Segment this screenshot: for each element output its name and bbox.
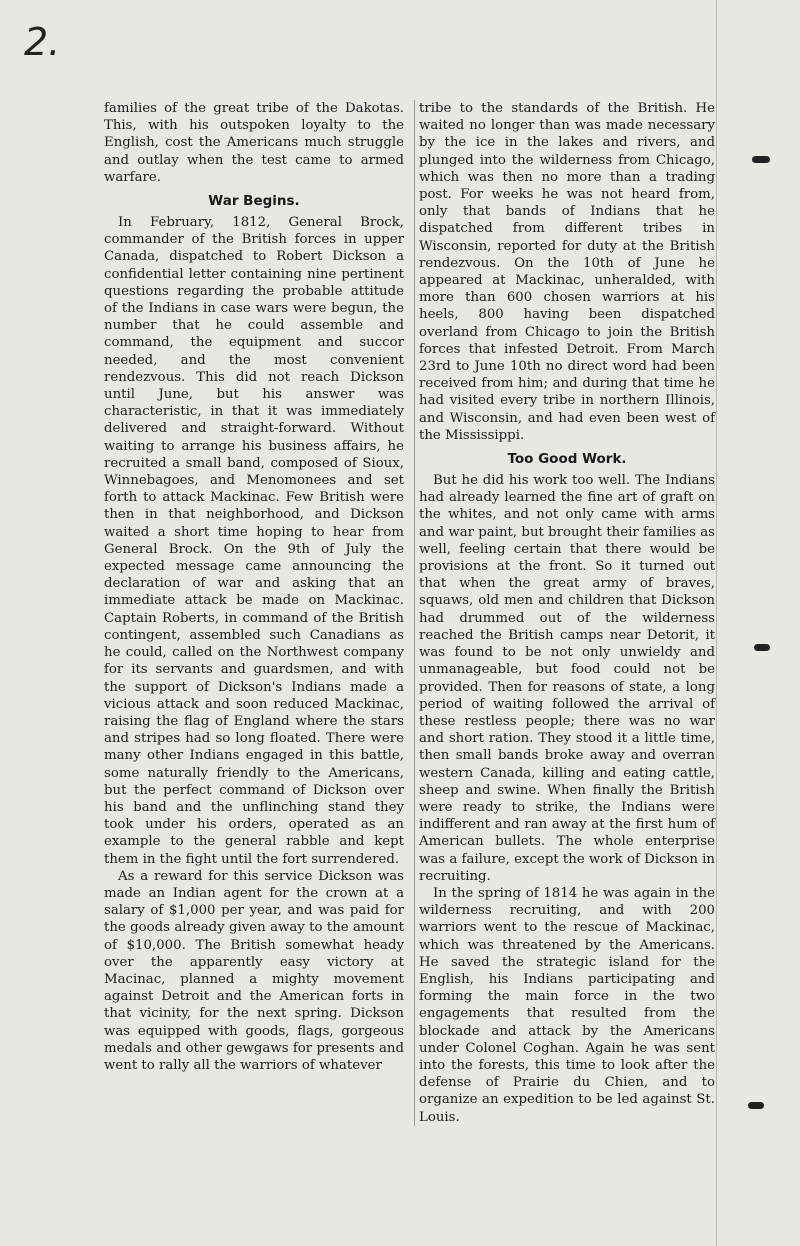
page-number: 2. — [24, 20, 61, 64]
paragraph: In the spring of 1814 he was again in the wilderness recruiting, and with 200 warriors went to the rescue of Mackinac, which was threatened by the Americans. He saved the strategic island for the English, his Indians participating and forming the main force in the two engagements that resulted from the blockade and attack by the Americans under Colonel Coghan. Again he was sent into the forests, this time to look after the defense of Prairie du Chien, and to organize an expedition to be led against St. Louis. — [419, 885, 715, 1125]
page-edge-line — [716, 0, 717, 1246]
punch-mark — [748, 1102, 764, 1109]
paragraph: families of the great tribe of the Dakotas. This, with his outspoken loyalty to the English, cost the Americans much struggle and outlay when the test came to armed warfare. — [104, 101, 404, 185]
punch-mark — [754, 644, 770, 651]
paragraph: But he did his work too well. The Indians had already learned the fine art of graft on the whites, and not only came with arms and war paint, but brought their families as well, feeling certain that there would be provisions at the front. So it turned out that when the great army of braves, squaws, old men and children that Dickson had drummed out of the wilderness reached the British camps near Detorit, it was found to be not only unwieldy and unmanageable, but food could not be provided. Then for reasons of state, a long period of waiting followed the arrival of these restless people; there was no war and short ration. They stood it a little time, then small bands broke away and overran western Canada, killing and eating cattle, sheep and swine. When finally the British were ready to strike, the Indians were indifferent and ran away at the first hum of American bullets. The whole enterprise was a failure, except the work of Dickson in recruiting. — [419, 473, 715, 884]
paragraph: tribe to the standards of the British. He waited no longer than was made necessary by the ice in the lakes and rivers, and plunged into the wilderness from Chicago, which was then no more than a trading post. For weeks he was not heard from, only that bands of Indians that he dispatched from different tribes in Wisconsin, reported for duty at the British rendezvous. On the 10th of June he appeared at Mackinac, unheralded, with more than 600 chosen warriors at his heels, 800 having been dispatched overland from Chicago to join the British forces that infested Detroit. From March 23rd to June 10th no direct word had been received from him; and during that time he had visited every tribe in northern Illinois, and Wisconsin, and had even been west of the Mississippi. — [419, 101, 715, 443]
article-column-right — [414, 100, 715, 1126]
punch-mark — [752, 156, 770, 163]
section-heading: Too Good Work. — [507, 451, 627, 468]
paragraph: In February, 1812, General Brock, commander of the British forces in upper Canada, dispatched to Robert Dickson a confidential letter containing nine pertinent questions regarding the probable attitude of the Indians in case wars were begun, the number that he could assemble and command, the equipment and succor needed, and the most convenient rendezvous. This did not reach Dickson until June, but his answer was characteristic, in that it was immediately delivered and straight-forward. Without waiting to arrange his business affairs, he recruited a small band, composed of Sioux, Winnebagoes, and Menomonees and set forth to attack Mackinac. Few British were then in that neighborhood, and Dickson waited a short time hoping to hear from General Brock. On the 9th of July the expected message came announcing the declaration of war and asking that an immediate attack be made on Mackinac. Captain Roberts, in command of the British contingent, assembled such Canadians as he could, called on the Northwest company for its servants and guardsmen, and with the support of Dickson's Indians made a vicious attack and soon reduced Mackinac, raising the flag of England where the stars and stripes had so long floated. There were many other Indians engaged in this battle, some naturally friendly to the Americans, but the perfect command of Dickson over his band and the unflinching stand they took under his orders, operated as an example to the general rabble and kept them in the fight until the fort surrendered. — [104, 215, 404, 867]
article-column-left — [104, 100, 404, 1074]
section-heading: War Begins. — [208, 193, 300, 210]
paragraph: As a reward for this service Dickson was made an Indian agent for the crown at a salary of $1,000 per year, and was paid for the goods already given away to the amount of $10,000. The British somewhat heady over the apparently easy victory at Macinac, planned a mighty movement against Detroit and the American forts in that vicinity, for the next spring. Dickson was equipped with goods, flags, gorgeous medals and other gewgaws for presents and went to rally all the warriors of whatever — [104, 868, 404, 1073]
